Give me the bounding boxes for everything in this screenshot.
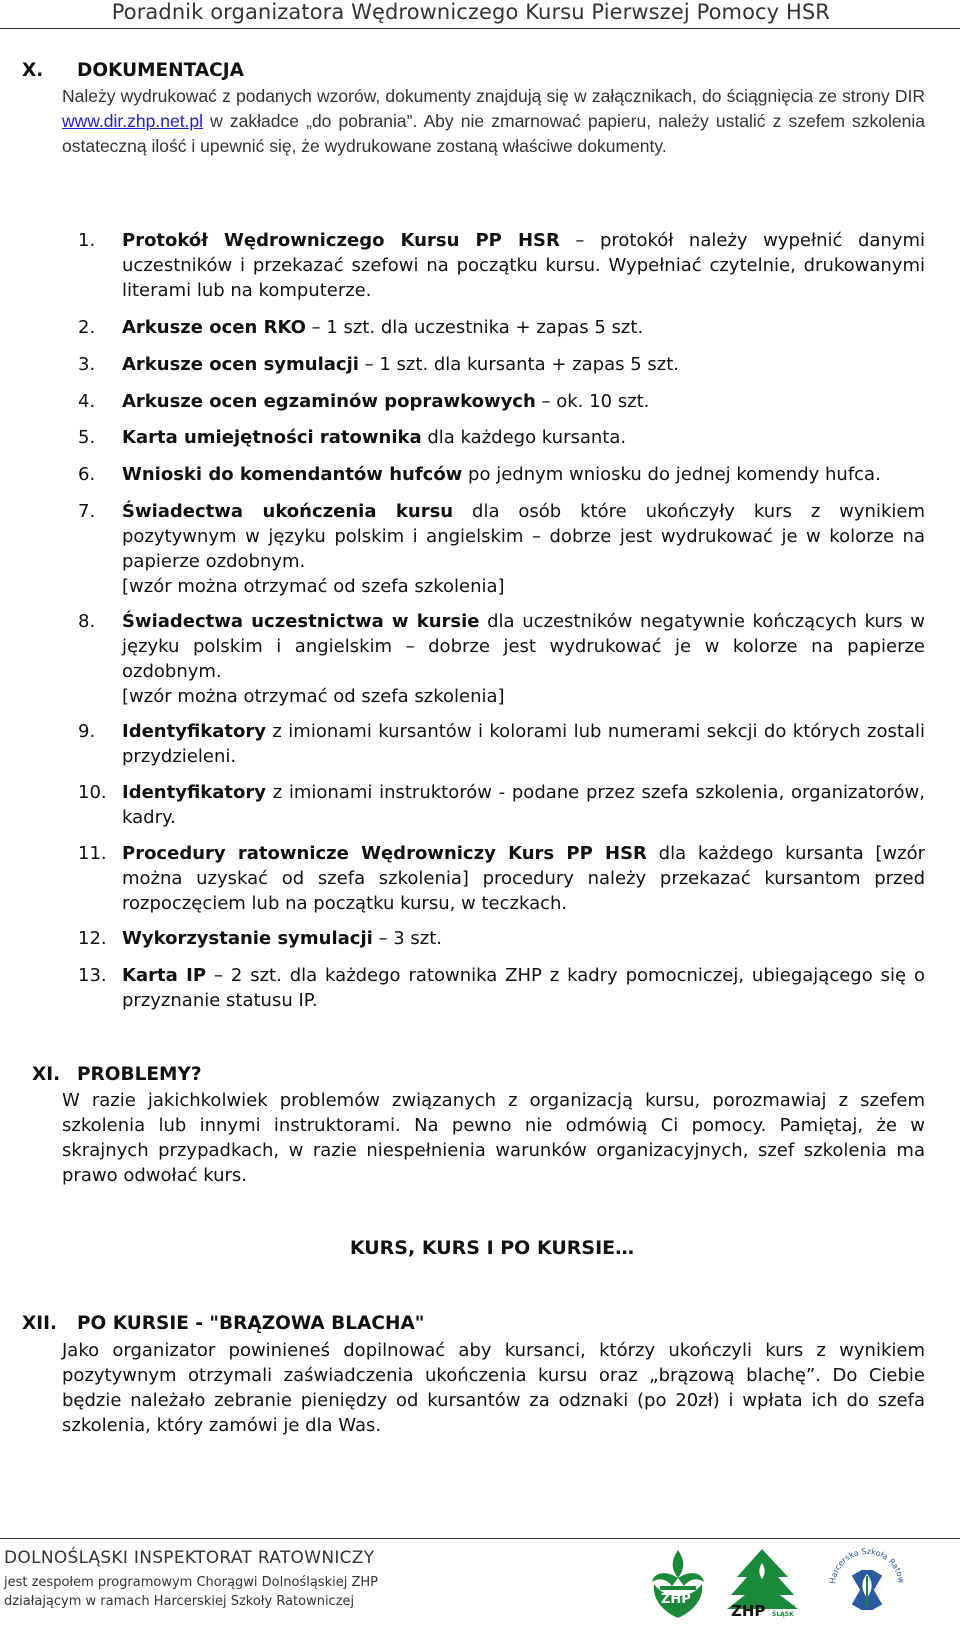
list-item-title: Wnioski do komendantów hufców <box>122 464 463 485</box>
dolny-slask-label <box>772 1604 795 1618</box>
list-item <box>122 352 925 377</box>
list-item-title: Identyfikatory <box>122 721 266 742</box>
list-item-title: Karta IP <box>122 965 207 986</box>
hsr-arc-text: Harcerska Szkoła Ratow <box>828 1546 906 1585</box>
page-header <box>0 0 960 29</box>
dir-website-link[interactable]: www.dir.zhp.net.pl <box>62 111 204 131</box>
list-item-number: 8. <box>78 611 96 632</box>
list-item-text: – 1 szt. dla kursanta + zapas 5 szt. <box>358 354 679 375</box>
list-item <box>122 315 925 340</box>
section-12-text: Jako organizator powinieneś dopilnować aby kursanci, którzy ukończyli kurs z wynikiem pozytywnym otrzymali zaświadczenia ukończenia kursu oraz „brązową blachę”. Do Ciebie będzie należało zebranie pieniędzy od kursantów za odznaki (po 20zł) i wpłata ich do szefa szkolenia, który zamówi je dla Was. <box>62 1340 925 1436</box>
list-item-title: Wykorzystanie symulacji <box>122 928 373 949</box>
list-item-note: [wzór można otrzymać od szefa szkolenia] <box>122 576 505 597</box>
list-item-number: 3. <box>78 354 96 375</box>
list-item-number: 1. <box>78 230 96 251</box>
footer-line-1: jest zespołem programowym Chorągwi Dolnośląskiej ZHP <box>4 1575 378 1590</box>
zhp-dolny-slask-logo <box>725 1547 800 1623</box>
list-item-text: – protokół należy wypełnić danymi uczestników i przekazać szefowi na początku kursu. Wypełniać czytelnie, drukowanymi literami lub na komputerze. <box>122 230 925 301</box>
section-12-number: XII. <box>22 1313 58 1334</box>
list-item-title: Arkusze ocen symulacji <box>122 354 359 375</box>
list-item-number: 11. <box>78 843 107 864</box>
list-item <box>122 841 925 916</box>
list-item <box>122 780 925 830</box>
list-item-title: Karta umiejętności ratownika <box>122 427 422 448</box>
list-item <box>122 228 925 303</box>
list-item <box>122 609 925 709</box>
list-item-text: dla osób które ukończyły kurs z wynikiem pozytywnym w języku polskim i angielskim – dobrze jest wydrukować je w kolorze na papierze ozdobnym. <box>122 501 925 572</box>
hsr-logo <box>827 1538 907 1626</box>
list-item-number: 7. <box>78 501 96 522</box>
section-11-number: XI. <box>32 1064 61 1085</box>
dolny-label: DOLNY <box>772 1604 796 1611</box>
footer-title: DOLNOŚLĄSKI INSPEKTORAT RATOWNICZY <box>4 1548 375 1568</box>
list-item-title: Procedury ratownicze Wędrowniczy Kurs PP HSR <box>122 843 647 864</box>
list-item-title: Świadectwa uczestnictwa w kursie <box>122 611 480 632</box>
list-item-number: 5. <box>78 427 96 448</box>
section-10-number: X. <box>22 60 44 81</box>
section-11-text: W razie jakichkolwiek problemów związanych z organizacją kursu, porozmawiaj z szefem szkolenia lub innymi instruktorami. Na pewno nie odmówią Ci pomocy. Pamiętaj, że w skrajnych przypadkach, w razie niespełnienia warunków organizacyjnych, szef szkolenia ma prawo odwołać kurs. <box>62 1090 925 1186</box>
center-heading: KURS, KURS I PO KURSIE… <box>349 1237 635 1259</box>
list-item-number: 10. <box>78 782 107 803</box>
list-item-title: Arkusze ocen RKO <box>122 317 306 338</box>
section-10-title: DOKUMENTACJA <box>77 60 244 81</box>
zhp-logo-text: ZHP <box>661 1592 691 1607</box>
list-item-text: – ok. 10 szt. <box>535 391 650 412</box>
list-item-text: – 2 szt. dla każdego ratownika ZHP z kadry pomocniczej, ubiegającego się o przyznanie statusu IP. <box>122 965 925 1011</box>
list-item-note: [wzór można otrzymać od szefa szkolenia] <box>122 686 505 707</box>
slask-label: ŚLĄSK <box>772 1611 794 1618</box>
list-item <box>122 389 925 414</box>
list-item-number: 6. <box>78 464 96 485</box>
list-item-text: – 3 szt. <box>372 928 443 949</box>
section-12-title: PO KURSIE - "BRĄZOWA BLACHA" <box>77 1313 425 1334</box>
list-item <box>122 963 925 1013</box>
list-item-number: 4. <box>78 391 96 412</box>
list-item-text: dla uczestników negatywnie kończących kurs w języku polskim i angielskim – dobrze jest wydrukować je w kolorze na papierze ozdobnym. <box>122 611 925 682</box>
list-item-text: po jednym wniosku do jednej komendy hufca. <box>462 464 881 485</box>
list-item-number: 12. <box>78 928 107 949</box>
list-item-number: 9. <box>78 721 96 742</box>
intro-text-2: w zakładce „do pobrania”. Aby nie zmarnować papieru, należy ustalić z szefem szkolenia ostateczną ilość i upewnić się, że wydrukowane zostaną właściwe dokumenty. <box>62 111 925 156</box>
list-item-number: 2. <box>78 317 96 338</box>
list-item-number: 13. <box>78 965 107 986</box>
zhp-logo <box>648 1548 708 1620</box>
section-10-intro <box>62 84 925 159</box>
zhp-dolny-logo-text: ZHP <box>731 1602 766 1620</box>
footer-line-2: działającym w ramach Harcerskiej Szkoły Ratowniczej <box>4 1594 355 1609</box>
list-item-text: z imionami kursantów i kolorami lub numerami sekcji do których zostali przydzieleni. <box>122 721 925 767</box>
header-title: Poradnik organizatora Wędrowniczego Kursu Pierwszej Pomocy HSR <box>111 0 830 24</box>
list-item-title: Arkusze ocen egzaminów poprawkowych <box>122 391 536 412</box>
list-item <box>122 499 925 599</box>
list-item-title: Świadectwa ukończenia kursu <box>122 501 454 522</box>
intro-text-1: Należy wydrukować z podanych wzorów, dokumenty znajdują się w załącznikach, do ściągnięcia ze strony DIR <box>62 86 925 106</box>
list-item-text: z imionami instruktorów - podane przez szefa szkolenia, organizatorów, kadry. <box>122 782 925 828</box>
list-item <box>122 462 925 487</box>
list-item-text: – 1 szt. dla uczestnika + zapas 5 szt. <box>305 317 644 338</box>
footer-divider <box>0 1538 960 1539</box>
list-item-title: Identyfikatory <box>122 782 266 803</box>
list-item-text: dla każdego kursanta. <box>421 427 627 448</box>
section-11-title: PROBLEMY? <box>77 1064 202 1085</box>
list-item <box>122 719 925 769</box>
list-item <box>122 926 925 951</box>
list-item-text: dla każdego kursanta [wzór można uzyskać od szefa szkolenia] procedury należy przekazać kursantom przed rozpoczęciem lub na początku kursu, w teczkach. <box>122 843 925 914</box>
list-item-title: Protokół Wędrowniczego Kursu PP HSR <box>122 230 560 251</box>
list-item <box>122 425 925 450</box>
